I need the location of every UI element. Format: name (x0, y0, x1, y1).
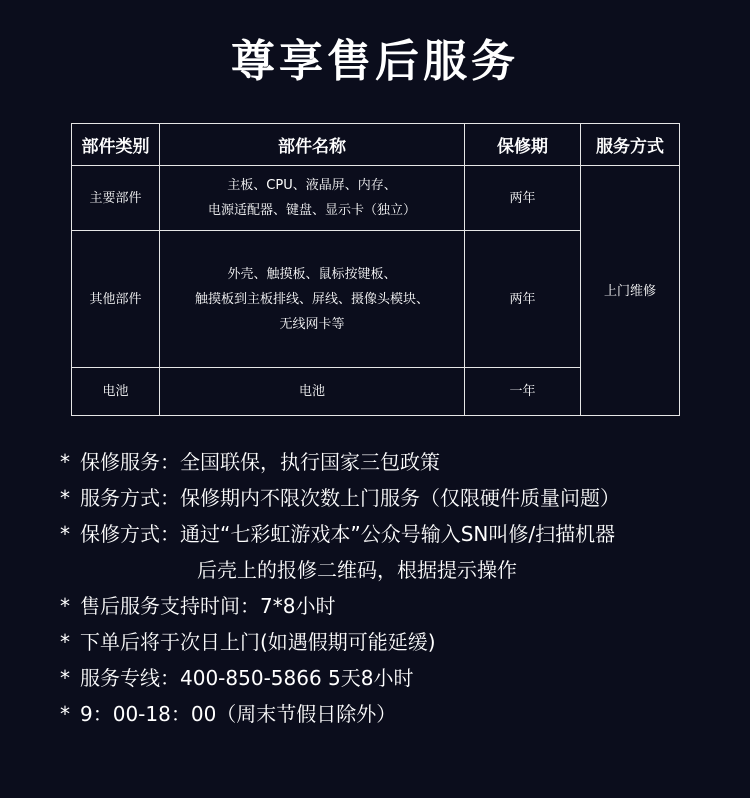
cell-warranty-period: 两年 (465, 166, 581, 231)
bullet-star: * (60, 522, 70, 546)
bullet-star: * (60, 702, 70, 726)
note-service-method (60, 480, 740, 516)
note-service-hotline (60, 660, 740, 696)
table-row (72, 166, 680, 231)
cell-category: 电池 (72, 368, 160, 416)
warranty-table (71, 123, 680, 416)
cell-part-names (160, 231, 465, 368)
note-office-hours (60, 696, 740, 732)
part-name-line: 主板、CPU、液晶屏、内存、 (227, 178, 397, 193)
cell-warranty-period: 两年 (465, 231, 581, 368)
bullet-star: * (60, 486, 70, 510)
part-name-line: 触摸板到主板排线、屏线、摄像头模块、 (194, 291, 429, 307)
note-value: 全国联保，执行国家三包政策 (180, 450, 440, 474)
note-warranty-method (60, 516, 740, 552)
note-value: 9：00-18：00（周末节假日除外） (80, 702, 397, 726)
cell-category: 其他部件 (72, 231, 160, 368)
bullet-star: * (60, 450, 70, 474)
header-warranty-period: 保修期 (465, 124, 581, 166)
note-label: 服务专线： (80, 666, 180, 690)
part-name-line: 无线网卡等 (279, 316, 345, 332)
cell-part-names (160, 166, 465, 231)
service-notes (60, 444, 740, 732)
part-name-line: 电源适配器、键盘、显示卡（独立） (207, 203, 416, 218)
note-warranty-method-continuation: 后壳上的报修二维码，根据提示操作 (197, 558, 517, 582)
part-name-line: 电池 (298, 384, 325, 399)
note-label: 服务方式： (80, 486, 180, 510)
cell-category: 主要部件 (72, 166, 160, 231)
part-name-line: 外壳、触摸板、鼠标按键板、 (227, 266, 397, 282)
cell-service-method: 上门维修 (581, 166, 680, 416)
table-header-row (72, 124, 680, 166)
cell-warranty-period: 一年 (465, 368, 581, 416)
note-value: 售后服务支持时间：7*8小时 (80, 594, 336, 618)
note-value: 400-850-5866 5天8小时 (180, 666, 414, 690)
bullet-star: * (60, 594, 70, 618)
cell-part-names (160, 368, 465, 416)
header-service-method: 服务方式 (581, 124, 680, 166)
note-label: 保修服务： (80, 450, 180, 474)
page-title: 尊享售后服务 (231, 36, 519, 87)
bullet-star: * (60, 666, 70, 690)
note-label: 保修方式： (80, 522, 180, 546)
note-support-hours (60, 588, 740, 624)
header-part-name: 部件名称 (160, 124, 465, 166)
bullet-star: * (60, 630, 70, 654)
note-value: 保修期内不限次数上门服务（仅限硬件质量问题） (180, 486, 620, 510)
header-category: 部件类别 (72, 124, 160, 166)
note-value: 下单后将于次日上门(如遇假期可能延缓) (80, 630, 436, 654)
note-warranty-service (60, 444, 740, 480)
note-value: 通过“七彩虹游戏本”公众号输入SN叫修/扫描机器 (180, 522, 616, 546)
note-onsite-schedule (60, 624, 740, 660)
